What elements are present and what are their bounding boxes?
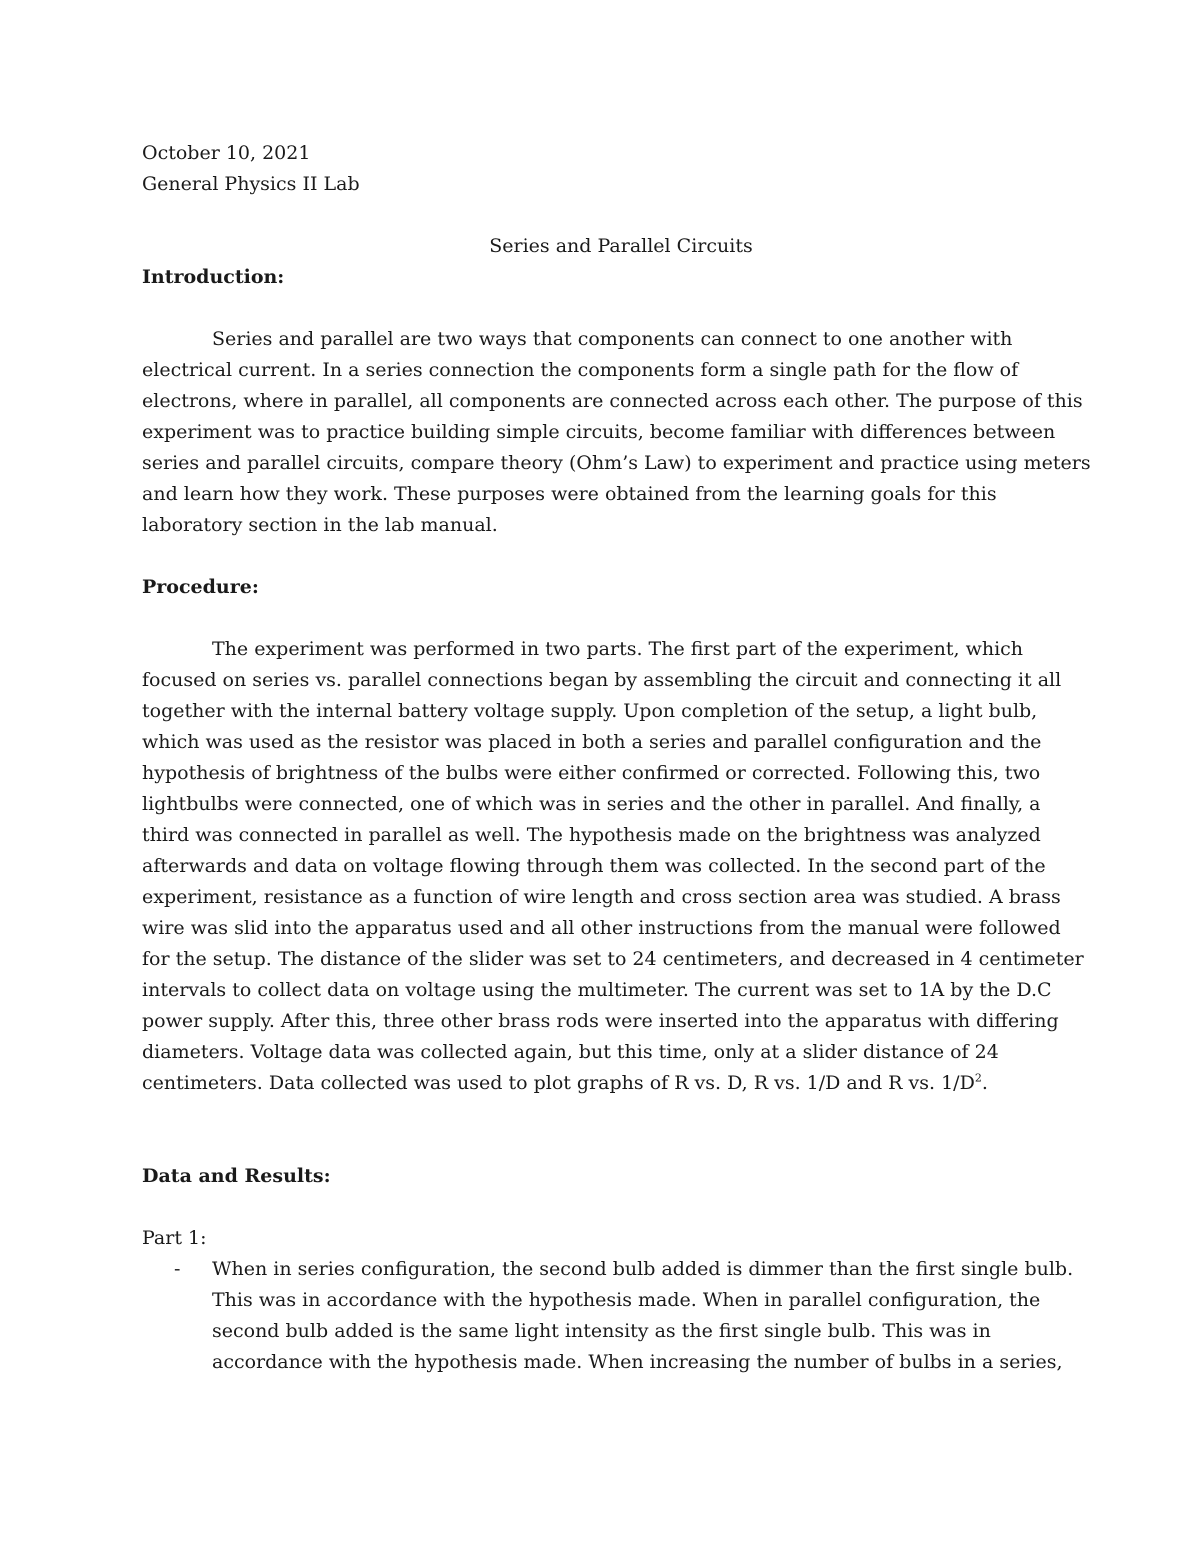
paragraph-last-line bbox=[142, 1068, 1062, 1099]
course-line: General Physics II Lab bbox=[142, 173, 360, 195]
introduction-heading: Introduction: bbox=[142, 266, 285, 288]
bullet-line: second bulb added is the same light intensity as the first single bulb. This was in bbox=[212, 1320, 991, 1342]
paragraph-line: focused on series vs. parallel connections began by assembling the circuit and connecting it all bbox=[142, 669, 1062, 691]
paragraph-line: and learn how they work. These purposes were obtained from the learning goals for this bbox=[142, 483, 997, 505]
paragraph-line: wire was slid into the apparatus used and all other instructions from the manual were followed bbox=[142, 917, 1061, 939]
paragraph-line: Series and parallel are two ways that components can connect to one another with bbox=[212, 328, 1013, 350]
last-line-end: . bbox=[981, 1072, 988, 1094]
paragraph-line: afterwards and data on voltage flowing through them was collected. In the second part of the bbox=[142, 855, 1046, 877]
introduction-paragraph bbox=[142, 324, 1091, 541]
paragraph-line: lightbulbs were connected, one of which was in series and the other in parallel. And finally, a bbox=[142, 793, 1041, 815]
paragraph-line: experiment was to practice building simple circuits, become familiar with differences between bbox=[142, 421, 1056, 443]
data-results-heading: Data and Results: bbox=[142, 1165, 331, 1187]
part-1-label: Part 1: bbox=[142, 1227, 207, 1249]
paragraph-line: together with the internal battery voltage supply. Upon completion of the setup, a light bulb, bbox=[142, 700, 1038, 722]
paragraph-line: intervals to collect data on voltage using the multimeter. The current was set to 1A by the D.C bbox=[142, 979, 1052, 1001]
last-line-text: centimeters. Data collected was used to plot graphs of R vs. D, R vs. 1/D and R vs. 1/D bbox=[142, 1072, 975, 1094]
paragraph-line: series and parallel circuits, compare theory (Ohm’s Law) to experiment and practice using meters bbox=[142, 452, 1091, 474]
document-page bbox=[142, 138, 1091, 1378]
paragraph-line: power supply. After this, three other brass rods were inserted into the apparatus with differing bbox=[142, 1010, 1059, 1032]
bullet-line: This was in accordance with the hypothesis made. When in parallel configuration, the bbox=[212, 1289, 1041, 1311]
document-title: Series and Parallel Circuits bbox=[489, 235, 753, 257]
paragraph-line: experiment, resistance as a function of wire length and cross section area was studied. A brass bbox=[142, 886, 1061, 908]
bullet-dash: - bbox=[174, 1258, 181, 1280]
superscript: 2 bbox=[974, 1071, 982, 1085]
paragraph-line: laboratory section in the lab manual. bbox=[142, 514, 498, 536]
paragraph-line: which was used as the resistor was placed in both a series and parallel configuration and the bbox=[142, 731, 1042, 753]
paragraph-line: electrons, where in parallel, all components are connected across each other. The purpose of this bbox=[142, 390, 1083, 412]
procedure-heading: Procedure: bbox=[142, 576, 259, 598]
bullet-line: When in series configuration, the second bulb added is dimmer than the first single bulb. bbox=[212, 1258, 1074, 1280]
paragraph-line: The experiment was performed in two parts. The first part of the experiment, which bbox=[212, 638, 1024, 660]
paragraph-line: diameters. Voltage data was collected again, but this time, only at a slider distance of 24 bbox=[142, 1041, 999, 1063]
bullet-line: accordance with the hypothesis made. When increasing the number of bulbs in a series, bbox=[212, 1351, 1063, 1373]
paragraph-line: electrical current. In a series connection the components form a single path for the flow of bbox=[142, 359, 1019, 381]
paragraph-line: for the setup. The distance of the slider was set to 24 centimeters, and decreased in 4 centimeter bbox=[142, 948, 1084, 970]
procedure-paragraph bbox=[142, 634, 1084, 1099]
date-line: October 10, 2021 bbox=[142, 142, 311, 164]
bullet-item bbox=[142, 1254, 1074, 1378]
paragraph-line: third was connected in parallel as well. The hypothesis made on the brightness was analyzed bbox=[142, 824, 1041, 846]
paragraph-line: hypothesis of brightness of the bulbs were either confirmed or corrected. Following this, two bbox=[142, 762, 1041, 784]
